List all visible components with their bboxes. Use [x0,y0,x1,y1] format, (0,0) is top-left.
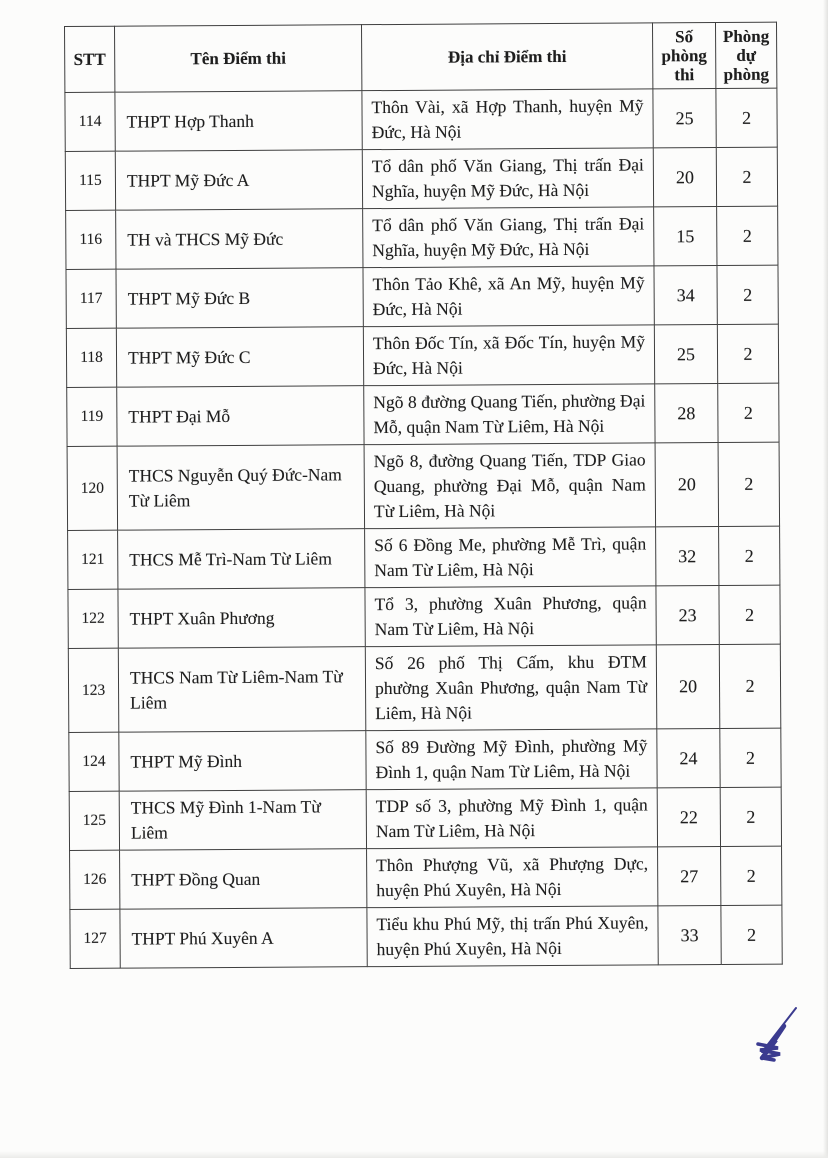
cell-site-address: Thôn Tảo Khê, xã An Mỹ, huyện Mỹ Đức, Hà Nội [363,266,654,327]
cell-stt: 127 [70,909,120,968]
cell-site-address: Tổ dân phố Văn Giang, Thị trấn Đại Nghĩa, huyện Mỹ Đức, Hà Nội [362,148,653,209]
cell-site-address: Thôn Vài, xã Hợp Thanh, huyện Mỹ Đức, Hà Nội [362,89,653,150]
cell-stt: 121 [68,530,118,589]
cell-site-address: Tổ dân phố Văn Giang, Thị trấn Đại Nghĩa, huyện Mỹ Đức, Hà Nội [363,207,654,268]
pen-mark-squiggle [748,1000,818,1072]
cell-exam-rooms: 25 [654,325,717,384]
header-site-name: Tên Điểm thi [115,25,362,93]
cell-backup-rooms: 2 [719,526,780,585]
cell-site-name: THPT Đồng Quan [120,849,367,910]
cell-site-name: THPT Mỹ Đức B [116,268,363,329]
table-row [70,905,782,968]
cell-backup-rooms: 2 [719,585,780,644]
cell-backup-rooms: 2 [718,383,779,442]
cell-site-address: Số 26 phố Thị Cấm, khu ĐTM phường Xuân Phương, quận Nam Từ Liêm, Hà Nội [365,645,657,731]
cell-backup-rooms: 2 [721,905,782,964]
cell-stt: 126 [70,850,120,909]
cell-site-address: Ngõ 8, đường Quang Tiến, TDP Giao Quang, phường Đại Mỗ, quận Nam Từ Liêm, Hà Nội [364,443,656,529]
cell-exam-rooms: 20 [655,443,719,527]
cell-stt: 119 [67,387,117,446]
cell-stt: 115 [65,151,115,210]
header-stt: STT [65,26,115,92]
cell-site-address: TDP số 3, phường Mỹ Đình 1, quận Nam Từ Liêm, Hà Nội [366,788,657,849]
cell-site-name: THPT Mỹ Đức C [116,327,363,388]
cell-stt: 125 [69,791,119,850]
scan-edge-artifact-bottom [0,1151,828,1158]
exam-sites-table-wrap [64,22,782,969]
table-row [65,88,777,151]
table-header [65,22,777,92]
cell-exam-rooms: 15 [654,207,717,266]
cell-exam-rooms: 24 [657,729,720,788]
cell-site-name: THCS Nguyễn Quý Đức-Nam Từ Liêm [117,445,365,531]
cell-site-name: THPT Mỹ Đình [119,731,366,792]
cell-backup-rooms: 2 [719,644,781,728]
cell-site-name: THPT Xuân Phương [118,588,365,649]
cell-stt: 123 [68,648,119,732]
cell-stt: 124 [69,732,119,791]
header-row [65,22,777,92]
cell-stt: 122 [68,589,118,648]
cell-exam-rooms: 34 [654,266,717,325]
cell-exam-rooms: 25 [653,89,716,148]
cell-stt: 114 [65,92,115,151]
cell-site-name: THCS Nam Từ Liêm-Nam Từ Liêm [118,647,366,733]
cell-exam-rooms: 32 [656,527,719,586]
cell-site-address: Thôn Phượng Vũ, xã Phượng Dực, huyện Phú Xuyên, Hà Nội [367,847,658,908]
cell-site-address: Tổ 3, phường Xuân Phương, quận Nam Từ Liêm, Hà Nội [365,586,656,647]
table-row [69,787,781,850]
cell-stt: 117 [66,269,116,328]
cell-site-address: Số 6 Đồng Me, phường Mễ Trì, quận Nam Từ Liêm, Hà Nội [365,527,656,588]
table-row [68,644,780,732]
exam-sites-table [64,22,783,969]
table-row [67,383,779,446]
cell-exam-rooms: 28 [655,384,718,443]
cell-stt: 116 [66,210,116,269]
cell-site-name: THCS Mễ Trì-Nam Từ Liêm [118,529,365,590]
table-row [66,206,778,269]
cell-site-address: Tiểu khu Phú Mỹ, thị trấn Phú Xuyên, huyện Phú Xuyên, Hà Nội [367,906,658,967]
table-row [69,728,781,791]
cell-backup-rooms: 2 [716,88,777,147]
table-body [65,88,782,968]
table-row [66,265,778,328]
cell-site-address: Số 89 Đường Mỹ Đình, phường Mỹ Đình 1, quận Nam Từ Liêm, Hà Nội [366,729,657,790]
cell-backup-rooms: 2 [717,265,778,324]
cell-site-name: THPT Phú Xuyên A [120,908,367,969]
cell-site-name: THPT Đại Mỗ [117,386,364,447]
table-row [65,147,777,210]
cell-site-address: Thôn Đốc Tín, xã Đốc Tín, huyện Mỹ Đức, Hà Nội [363,325,654,386]
cell-site-name: THPT Mỹ Đức A [115,150,362,211]
table-row [67,442,779,530]
table-row [68,526,780,589]
table-row [66,324,778,387]
cell-backup-rooms: 2 [716,147,777,206]
header-backup-rooms: Phòng dự phòng [715,22,776,88]
header-site-address: Địa chỉ Điểm thi [361,23,652,91]
cell-site-name: TH và THCS Mỹ Đức [116,209,363,270]
cell-stt: 118 [66,328,116,387]
table-row [70,846,782,909]
cell-backup-rooms: 2 [720,787,781,846]
cell-backup-rooms: 2 [717,324,778,383]
cell-exam-rooms: 33 [658,906,721,965]
cell-site-name: THCS Mỹ Đình 1-Nam Từ Liêm [119,790,366,851]
cell-exam-rooms: 23 [656,586,719,645]
table-row [68,585,780,648]
cell-exam-rooms: 22 [657,788,720,847]
cell-backup-rooms: 2 [720,728,781,787]
scan-edge-artifact-right [823,0,828,1158]
cell-stt: 120 [67,446,118,530]
cell-backup-rooms: 2 [718,442,780,526]
cell-site-name: THPT Hợp Thanh [115,91,362,152]
cell-backup-rooms: 2 [721,846,782,905]
cell-exam-rooms: 20 [653,148,716,207]
header-exam-rooms: Số phòng thi [652,23,715,89]
cell-exam-rooms: 27 [658,847,721,906]
cell-site-address: Ngõ 8 đường Quang Tiến, phường Đại Mỗ, quận Nam Từ Liêm, Hà Nội [364,384,655,445]
cell-exam-rooms: 20 [656,645,720,729]
cell-backup-rooms: 2 [717,206,778,265]
